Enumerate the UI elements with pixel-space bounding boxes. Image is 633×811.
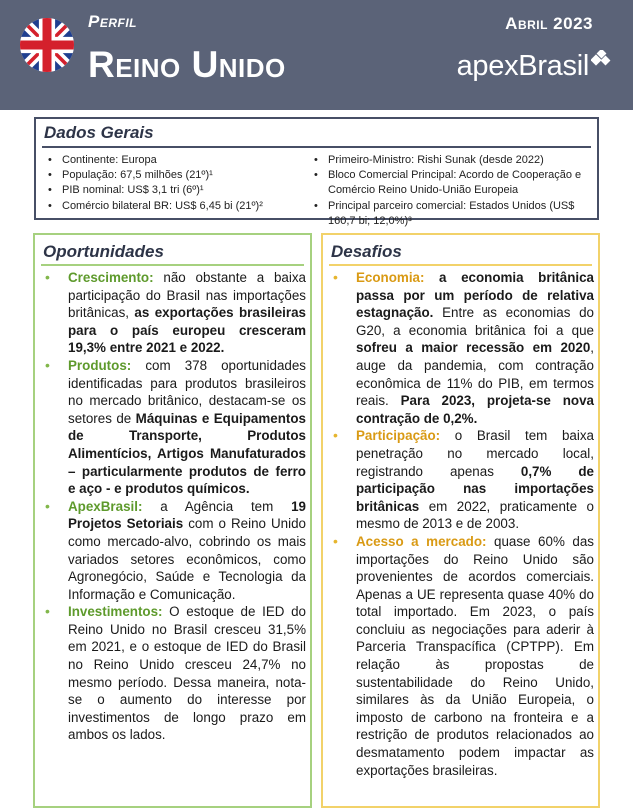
list-item: • Produtos: com 378 oportunidades identificadas para produtos brasileiros no mercado britânico, destacam-se os setores de Máquinas e Equipamentos de Transporte, Produtos Alimentícios, Artigos Manufaturados – particularmente produtos de ferro e aço - e produtos químicos. (39, 357, 306, 498)
list-item: • Economia: a economia britânica passa por um período de relativa estagnação. Entre as economias do G20, a economia britânica foi a que sofreu a maior recessão em 2020, auge da pandemia, com contração econômica de 11% do PIB, em termos reais. Para 2023, projeta-se nova contração de 0,2%. (327, 269, 594, 427)
challenges-title: Desafios (331, 242, 402, 261)
challenges-divider (329, 264, 592, 266)
header-kicker: Perfil (88, 12, 138, 31)
apexbrasil-logo: apexBrasil (456, 50, 589, 82)
general-item: • PIB nominal: US$ 3,1 tri (6º)¹ (46, 183, 296, 198)
list-item: • Crescimento: não obstante a baixa participação do Brasil nas importações britânicas, as exportações brasileiras para o país europeu cresceram 19,3% entre 2021 e 2022. (39, 269, 306, 357)
opportunities-panel (33, 233, 312, 808)
opportunities-divider (41, 264, 304, 266)
general-item: • Bloco Comercial Principal: Acordo de Cooperação e Comércio Reino Unido-União Europeia (312, 168, 594, 198)
opportunities-list (39, 269, 306, 744)
general-item: • Continente: Europa (46, 153, 296, 168)
challenges-list (327, 269, 594, 779)
uk-flag-icon (20, 18, 74, 72)
header-band (0, 0, 633, 110)
general-data-title: Dados Gerais (44, 123, 154, 142)
header-date: Abril 2023 (505, 14, 593, 33)
list-item: • Investimentos: O estoque de IED do Reino Unido no Brasil cresceu 31,5% em 2021, e o estoque de IED do Brasil no Reino Unido cresceu 24,7% no mesmo período. Dessa maneira, nota-se o aumento do interesse por investimentos de longo prazo em ambos os lados. (39, 603, 306, 744)
general-data-box (34, 117, 599, 227)
general-item: • População: 67,5 milhões (21º)¹ (46, 168, 296, 183)
general-right-list (312, 153, 594, 229)
list-item: • Participação: o Brasil tem baixa penetração no mercado local, registrando apenas 0,7% de participação nas importações britânicas em 2022, praticamente o mesmo de 2013 e de 2003. (327, 427, 594, 533)
general-left-list (46, 153, 296, 214)
page-title: Reino Unido (88, 44, 286, 85)
general-divider (42, 146, 591, 148)
apexbrasil-logo-mark-icon (591, 50, 611, 70)
list-item: • Acesso a mercado: quase 60% das importações do Reino Unido são provenientes de acordos comerciais. Apenas a UE representa quase 40% do total importado. Em 2023, o país concluiu as negociações para aderir à Parceria Transpacífica (CPTPP). Em relação às propostas de sustentabilidade do Reino Unido, similares às da União Europeia, o imposto de carbono na fronteira e a restrição de produtos relacionados ao desmatamento podem impactar as exportações brasileiras. (327, 533, 594, 779)
general-item: • Primeiro-Ministro: Rishi Sunak (desde 2022) (312, 153, 594, 168)
challenges-panel (321, 233, 600, 808)
general-item: • Principal parceiro comercial: Estados Unidos (US$ 160,7 bi; 12,0%)³ (312, 199, 594, 229)
opportunities-title: Oportunidades (43, 242, 164, 261)
general-item: • Comércio bilateral BR: US$ 6,45 bi (21º)² (46, 199, 296, 214)
list-item: • ApexBrasil: a Agência tem 19 Projetos Setoriais com o Reino Unido como mercado-alvo, cobrindo os mais variados setores econômicos, como Agronegócio, Saúde e Tecnologia da Informação e Comunicação. (39, 498, 306, 604)
